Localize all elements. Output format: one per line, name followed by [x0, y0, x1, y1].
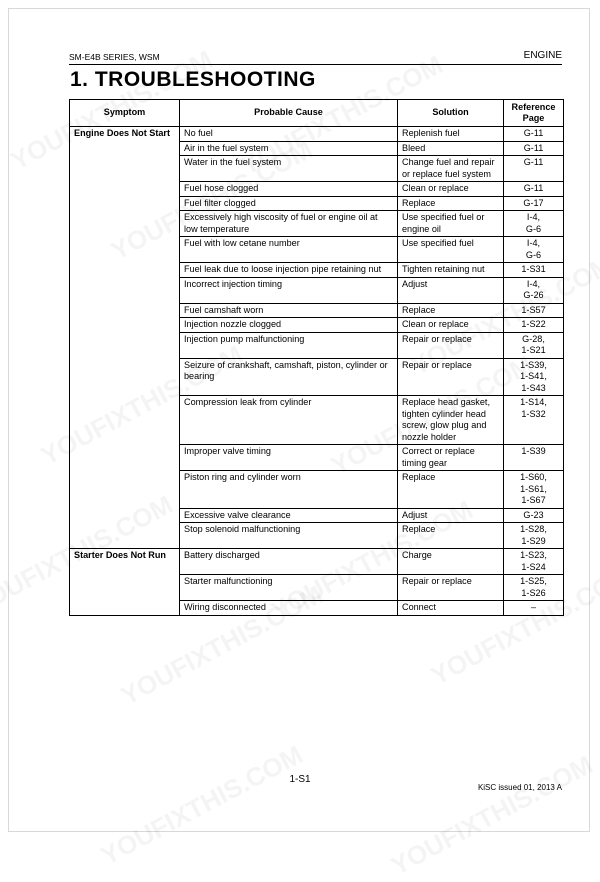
reference-page: G-11: [523, 128, 544, 138]
reference-page: 1-S23,: [520, 550, 547, 560]
reference-page: 1-S39,: [520, 359, 547, 370]
solution-cell: Clean or replace: [398, 318, 504, 333]
solution-cell: Replace: [398, 303, 504, 318]
reference-cell: [504, 156, 564, 182]
reference-page: G-11: [523, 157, 544, 167]
solution-header: Solution: [398, 100, 504, 127]
reference-cell: [504, 263, 564, 278]
table-row: [70, 549, 564, 575]
solution-cell: Correct or replace timing gear: [398, 445, 504, 471]
troubleshooting-table: [69, 99, 564, 616]
cause-cell: Incorrect injection timing: [180, 277, 398, 303]
cause-header: Probable Cause: [180, 100, 398, 127]
cause-cell: Fuel with low cetane number: [180, 237, 398, 263]
reference-page: 1-S14,: [520, 397, 547, 407]
solution-cell: Use specified fuel or engine oil: [398, 211, 504, 237]
reference-page: 1-S39: [521, 446, 546, 456]
reference-cell: [504, 211, 564, 237]
reference-cell: [504, 182, 564, 197]
series-label: SM-E4B SERIES, WSM: [69, 52, 160, 62]
reference-page: G-6: [525, 249, 542, 260]
solution-cell: Replace: [398, 196, 504, 211]
symptom-cell: Engine Does Not Start: [70, 127, 180, 549]
reference-cell: [504, 318, 564, 333]
reference-page: –: [530, 602, 537, 612]
solution-cell: Tighten retaining nut: [398, 263, 504, 278]
reference-page: G-11: [523, 183, 544, 193]
reference-cell: [504, 196, 564, 211]
reference-page: 1-S61,: [520, 483, 547, 494]
cause-cell: Injection nozzle clogged: [180, 318, 398, 333]
cause-cell: Fuel leak due to loose injection pipe retaining nut: [180, 263, 398, 278]
reference-cell: [504, 445, 564, 471]
reference-page: 1-S60,: [520, 472, 547, 482]
reference-cell: [504, 575, 564, 601]
cause-cell: Water in the fuel system: [180, 156, 398, 182]
cause-cell: Battery discharged: [180, 549, 398, 575]
reference-page: G-17: [523, 197, 544, 208]
cause-cell: No fuel: [180, 127, 398, 142]
cause-cell: Starter malfunctioning: [180, 575, 398, 601]
reference-page: G-23: [523, 509, 544, 520]
cause-cell: Fuel camshaft worn: [180, 303, 398, 318]
issue-note: KiSC issued 01, 2013 A: [477, 783, 562, 792]
reference-cell: [504, 549, 564, 575]
reference-page: I-4,: [526, 212, 541, 222]
cause-cell: Stop solenoid malfunctioning: [180, 523, 398, 549]
reference-page: I-4,: [526, 238, 541, 248]
section-label: ENGINE: [523, 50, 562, 61]
table-header-row: [70, 100, 564, 127]
reference-cell: [504, 471, 564, 509]
reference-cell: [504, 303, 564, 318]
reference-page: G-26: [523, 290, 544, 300]
cause-cell: Wiring disconnected: [180, 601, 398, 616]
solution-cell: Clean or replace: [398, 182, 504, 197]
reference-page: 1-S28,: [520, 524, 547, 534]
page-number: 1-S1: [289, 774, 311, 785]
reference-page: 1-S41,: [520, 371, 547, 381]
solution-cell: Repair or replace: [398, 332, 504, 358]
reference-page: 1-S24: [521, 561, 546, 572]
reference-page: I-4,: [526, 278, 541, 289]
solution-cell: Replace: [398, 471, 504, 509]
reference-page: G-28,: [522, 333, 545, 344]
reference-page: 1-S21: [521, 345, 546, 355]
cause-cell: Injection pump malfunctioning: [180, 332, 398, 358]
reference-cell: [504, 277, 564, 303]
reference-header: Reference Page: [504, 100, 564, 127]
solution-cell: Replenish fuel: [398, 127, 504, 142]
solution-cell: Replace head gasket, tighten cylinder head screw, glow plug and nozzle holder: [398, 396, 504, 445]
cause-cell: Fuel hose clogged: [180, 182, 398, 197]
reference-cell: [504, 332, 564, 358]
reference-cell: [504, 358, 564, 396]
symptom-header: Symptom: [70, 100, 180, 127]
solution-cell: Replace: [398, 523, 504, 549]
page-title: 1. TROUBLESHOOTING: [70, 68, 316, 91]
reference-cell: [504, 237, 564, 263]
reference-page: 1-S31: [521, 264, 546, 274]
reference-cell: [504, 396, 564, 445]
solution-cell: Change fuel and repair or replace fuel system: [398, 156, 504, 182]
table-row: [70, 127, 564, 142]
cause-cell: Excessively high viscosity of fuel or engine oil at low temperature: [180, 211, 398, 237]
reference-cell: [504, 523, 564, 549]
reference-page: 1-S25,: [520, 576, 547, 586]
cause-cell: Excessive valve clearance: [180, 508, 398, 523]
reference-cell: [504, 601, 564, 616]
symptom-cell: Starter Does Not Run: [70, 549, 180, 616]
reference-cell: [504, 141, 564, 156]
reference-page: 1-S26: [521, 587, 546, 598]
solution-cell: Adjust: [398, 508, 504, 523]
reference-page: G-11: [523, 142, 544, 153]
solution-cell: Bleed: [398, 141, 504, 156]
solution-cell: Repair or replace: [398, 575, 504, 601]
reference-page: 1-S57: [521, 304, 546, 315]
reference-page: G-6: [525, 223, 542, 234]
cause-cell: Air in the fuel system: [180, 141, 398, 156]
cause-cell: Piston ring and cylinder worn: [180, 471, 398, 509]
cause-cell: Improper valve timing: [180, 445, 398, 471]
solution-cell: Connect: [398, 601, 504, 616]
reference-page: 1-S32: [521, 408, 546, 419]
cause-cell: Compression leak from cylinder: [180, 396, 398, 445]
reference-page: 1-S29: [521, 535, 546, 546]
reference-page: 1-S43: [521, 382, 546, 393]
reference-cell: [504, 508, 564, 523]
table-body: [70, 127, 564, 616]
cause-cell: Fuel filter clogged: [180, 196, 398, 211]
reference-page: 1-S22: [521, 319, 546, 329]
solution-cell: Use specified fuel: [398, 237, 504, 263]
reference-page: 1-S67: [521, 495, 546, 505]
reference-cell: [504, 127, 564, 142]
cause-cell: Seizure of crankshaft, camshaft, piston, cylinder or bearing: [180, 358, 398, 396]
header-rule: [69, 64, 562, 65]
solution-cell: Adjust: [398, 277, 504, 303]
solution-cell: Repair or replace: [398, 358, 504, 396]
solution-cell: Charge: [398, 549, 504, 575]
